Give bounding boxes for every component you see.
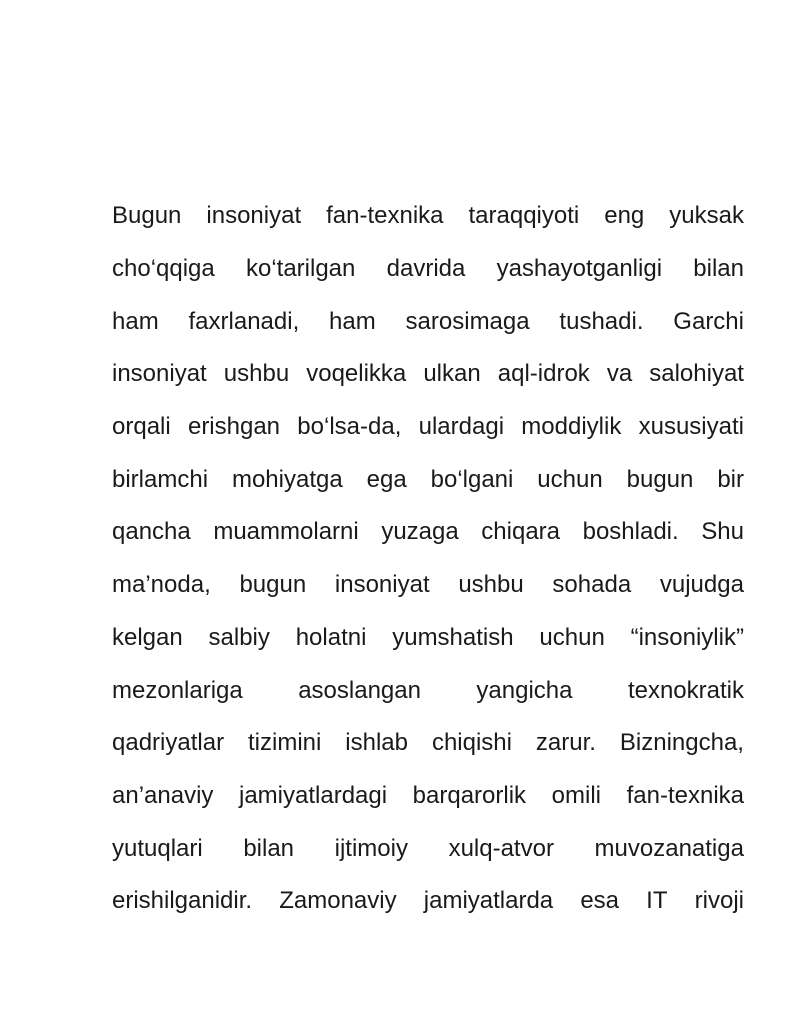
word: ulardagi (418, 413, 505, 441)
word: eng (604, 202, 645, 230)
word: an’anaviy (112, 781, 214, 809)
word: insoniyat (206, 202, 302, 230)
word: bo‘lgani (430, 465, 514, 493)
word: taraqqiyoti (468, 202, 580, 230)
word: fan-texnika (326, 202, 444, 230)
text-line (112, 295, 744, 348)
word: erishilganidir. (112, 887, 253, 915)
word: aql-idrok (497, 360, 590, 388)
word: yumshatish (392, 623, 514, 651)
word: Bugun (112, 202, 182, 230)
word: asoslangan (298, 676, 421, 704)
word: ushbu (458, 571, 524, 599)
word: salohiyat (649, 360, 744, 388)
word: texnokratik (627, 676, 744, 704)
word: ko‘tarilgan (245, 255, 356, 283)
text-line (112, 506, 744, 559)
word: yashayotganligi (496, 255, 663, 283)
text-line (112, 453, 744, 506)
word: bugun (626, 465, 694, 493)
word: xulq-atvor (448, 834, 554, 862)
word: fan-texnika (626, 781, 744, 809)
text-line (112, 822, 744, 875)
word: faxrlanadi, (188, 307, 300, 335)
word: ma’noda, (112, 571, 211, 599)
word: birlamchi (112, 465, 209, 493)
word: chiqara (481, 518, 561, 546)
text-line (112, 664, 744, 717)
word: ushbu (223, 360, 290, 388)
word: ega (366, 465, 407, 493)
word: holatni (295, 623, 367, 651)
word: Zamonaviy (279, 887, 397, 915)
word: yuksak (669, 202, 744, 230)
word: “insoniylik” (630, 623, 744, 651)
word: Shu (701, 518, 744, 546)
text-line (112, 401, 744, 454)
word: muammolarni (213, 518, 359, 546)
word: qancha (112, 518, 191, 546)
word: bilan (243, 834, 295, 862)
word: ishlab (345, 729, 408, 757)
word: ulkan (423, 360, 481, 388)
word: boshladi. (582, 518, 679, 546)
word: rivoji (694, 887, 744, 915)
word: orqali (112, 413, 171, 441)
word: uchun (539, 623, 605, 651)
word: qadriyatlar (112, 729, 225, 757)
text-line (112, 717, 744, 770)
word: insoniyat (112, 360, 207, 388)
word: vujudga (659, 571, 744, 599)
body-paragraph (112, 190, 744, 928)
word: bir (717, 465, 744, 493)
word: bilan (693, 255, 744, 283)
word: kelgan (112, 623, 183, 651)
word: salbiy (208, 623, 270, 651)
word: sohada (552, 571, 632, 599)
text-line (112, 770, 744, 823)
text-line (112, 875, 744, 928)
word: zarur. (535, 729, 596, 757)
word: yuzaga (381, 518, 459, 546)
word: jamiyatlardagi (239, 781, 388, 809)
word: barqarorlik (412, 781, 527, 809)
text-line (112, 612, 744, 665)
text-line (112, 243, 744, 296)
word: yangicha (476, 676, 573, 704)
word: muvozanatiga (594, 834, 744, 862)
word: ijtimoiy (334, 834, 408, 862)
word: xususiyati (638, 413, 744, 441)
word: voqelikka (306, 360, 407, 388)
word: tushadi. (559, 307, 644, 335)
word: va (606, 360, 633, 388)
word: cho‘qqiga (112, 255, 215, 283)
word: insoniyat (334, 571, 430, 599)
word: IT (646, 887, 668, 915)
word: jamiyatlarda (423, 887, 554, 915)
word: chiqishi (431, 729, 512, 757)
word: erishgan (187, 413, 281, 441)
word: omili (551, 781, 601, 809)
word: esa (580, 887, 620, 915)
text-line (112, 190, 744, 243)
word: sarosimaga (405, 307, 530, 335)
word: bo‘lsa-da, (297, 413, 402, 441)
word: yutuqlari (112, 834, 203, 862)
word: mohiyatga (231, 465, 343, 493)
word: Bizningcha, (619, 729, 744, 757)
word: ham (329, 307, 376, 335)
word: Garchi (673, 307, 744, 335)
word: tizimini (248, 729, 322, 757)
text-line (112, 348, 744, 401)
word: uchun (537, 465, 603, 493)
word: davrida (386, 255, 466, 283)
word: moddiylik (521, 413, 622, 441)
word: ham (112, 307, 159, 335)
word: bugun (239, 571, 307, 599)
word: mezonlariga (112, 676, 243, 704)
text-line (112, 559, 744, 612)
